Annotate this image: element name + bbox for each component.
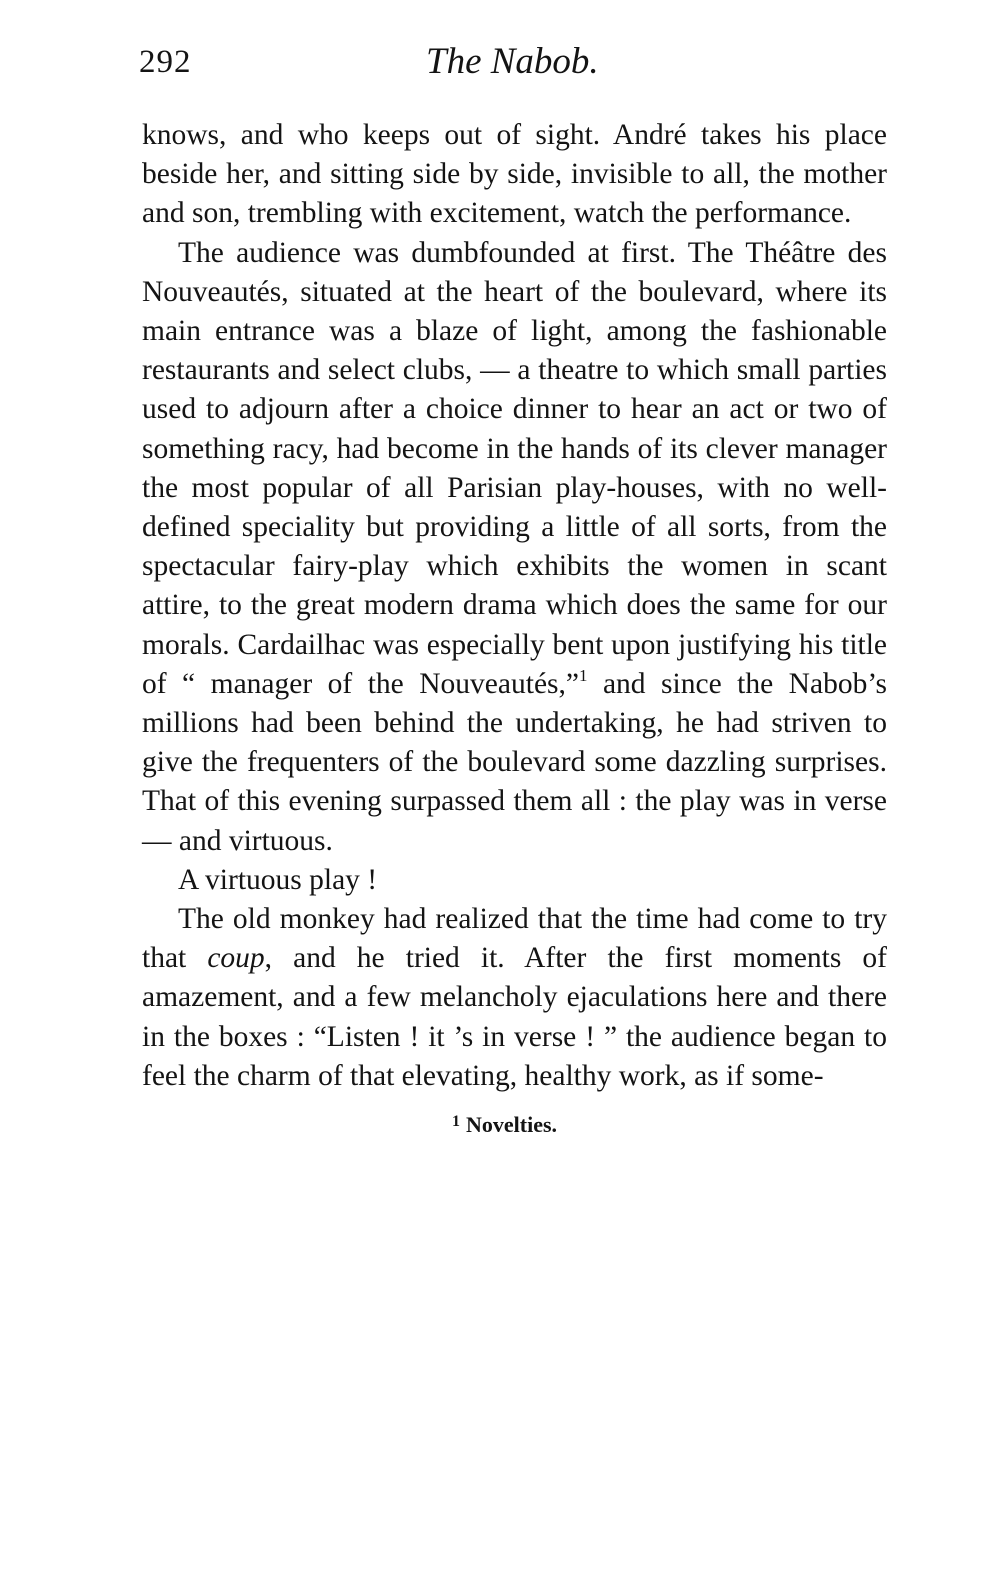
text-segment: , and he tried it. After the first moments of amazement, and a few melancholy ejaculations here and there in the boxes : “Listen ! it ’s in verse ! ” the audience began to feel the charm of that elevating, healthy work, as if some- xyxy=(142,942,887,1092)
text-segment: The old monkey had realized that the time had come to try that xyxy=(142,903,887,975)
paragraph xyxy=(142,900,887,1096)
body-text xyxy=(142,116,887,1096)
paragraph xyxy=(142,116,887,234)
footnote-mark: 1 xyxy=(452,1113,460,1131)
book-page xyxy=(139,38,887,1138)
footnote-reference: 1 xyxy=(578,665,588,685)
italic-text: coup xyxy=(207,942,265,975)
text-segment: knows, and who keeps out of sight. André takes his place beside her, and sitting side by side, invisible to all, the mother and son, trembling with excitement, watch the performance. xyxy=(142,119,887,230)
running-title: The Nabob. xyxy=(426,41,599,82)
paragraph xyxy=(142,234,887,861)
page-number: 292 xyxy=(139,44,192,80)
text-segment: A virtuous play ! xyxy=(178,863,378,896)
text-segment: and since the Nabob’s millions had been behind the undertaking, he had striven to give the frequenters of the boulevard some dazzling surprises. That of this evening surpassed them all : the play was in verse — and virtuous. xyxy=(142,667,887,857)
footnote xyxy=(142,1112,887,1138)
paragraph xyxy=(142,861,887,900)
footnote-text: Novelties. xyxy=(466,1112,558,1138)
text-segment: The audience was dumbfounded at first. The Théâtre des Nouveautés, situated at the heart of the boulevard, where its main entrance was a blaze of light, among the fashionable restaurants and select clubs, — a theatre to which small parties used to adjourn after a choice dinner to hear an act or two of something racy, had become in the hands of its clever manager the most popular of all Parisian play-houses, with no well-defined speciality but providing a little of all sorts, from the spectacular fairy-play which exhibits the women in scant attire, to the great modern drama which does the same for our morals. Cardailhac was especially bent upon justifying his title of “ manager of the Nouveautés,” xyxy=(142,236,887,700)
running-head xyxy=(139,38,887,90)
